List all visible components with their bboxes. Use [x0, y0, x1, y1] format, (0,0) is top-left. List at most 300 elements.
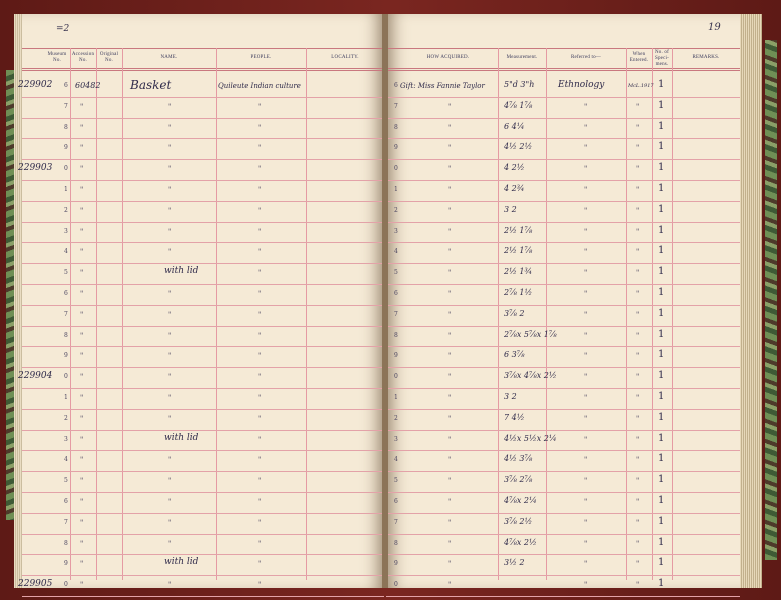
ditto-people: "	[258, 186, 262, 194]
measurement-entry: 4 2½	[504, 163, 525, 173]
ditto-people: "	[258, 435, 262, 444]
row-suffix: 1	[64, 394, 68, 401]
specimen-count: 1	[658, 79, 665, 90]
specimen-count: 1	[658, 432, 665, 444]
row-suffix: 0	[64, 373, 68, 381]
header-museum-no: Museum No.	[47, 52, 67, 63]
row-suffix: 7	[394, 518, 398, 526]
ditto-referred-to: "	[584, 248, 588, 257]
ditto-accession: "	[80, 456, 84, 465]
when-entered-entry: McL.1917	[628, 83, 654, 89]
ditto-name: "	[168, 102, 172, 111]
col-rule	[96, 48, 97, 580]
specimen-count: 1	[658, 578, 665, 590]
measurement-entry: 3⅞x 4⅞x 2½	[504, 371, 557, 381]
ditto-how-acquired: "	[448, 290, 452, 298]
row-suffix: 6	[64, 498, 68, 505]
specimen-count: 1	[658, 245, 665, 257]
measurement-entry: 2½ 1¾	[504, 267, 533, 277]
row-rule	[22, 346, 384, 347]
row-suffix: 9	[394, 560, 398, 568]
row-suffix: 6	[64, 290, 68, 297]
row-rule	[386, 284, 740, 285]
ditto-name: "	[168, 248, 172, 257]
specimen-count: 1	[658, 495, 665, 506]
right-page	[386, 14, 740, 588]
ditto-when-entered: "	[636, 102, 640, 111]
specimen-count: 1	[658, 411, 665, 423]
ditto-accession: "	[80, 331, 84, 340]
col-rule	[122, 48, 123, 580]
row-suffix: 3	[64, 227, 68, 235]
ditto-referred-to: "	[584, 186, 588, 194]
ditto-name: "	[168, 186, 172, 194]
row-suffix: 5	[64, 269, 68, 277]
ditto-when-entered: "	[636, 290, 640, 298]
row-rule	[22, 450, 384, 451]
ditto-accession: "	[80, 206, 84, 215]
museum-number: 229902	[18, 80, 53, 90]
museum-number: 229905	[18, 579, 53, 590]
ditto-name: "	[168, 581, 172, 590]
ditto-accession: "	[80, 498, 84, 506]
ditto-referred-to: "	[584, 414, 588, 423]
col-rule	[652, 48, 653, 580]
specimen-count: 1	[658, 307, 665, 319]
row-rule	[386, 409, 740, 410]
measurement-entry: 4½ 3⅞	[504, 454, 533, 464]
ditto-accession: "	[80, 518, 84, 527]
specimen-count: 1	[658, 391, 665, 402]
row-suffix: 7	[394, 102, 398, 110]
ditto-when-entered: "	[636, 186, 640, 194]
ditto-how-acquired: "	[448, 414, 452, 423]
measurement-entry: 2⅞ 1½	[504, 288, 533, 297]
row-rule	[22, 513, 384, 514]
ditto-accession: "	[80, 394, 84, 402]
row-suffix: 6	[394, 498, 398, 505]
col-rule	[672, 48, 673, 580]
specimen-count: 1	[658, 557, 665, 569]
ditto-name: "	[168, 310, 172, 319]
ditto-when-entered: "	[636, 123, 640, 132]
ditto-people: "	[258, 477, 262, 486]
object-name-variant: with lid	[164, 432, 199, 443]
header-rule-double	[386, 70, 740, 71]
ditto-how-acquired: "	[448, 435, 452, 444]
ditto-accession: "	[80, 352, 84, 361]
ditto-when-entered: "	[636, 581, 640, 590]
row-suffix: 1	[394, 186, 398, 193]
ditto-referred-to: "	[584, 206, 588, 215]
ditto-people: "	[258, 227, 262, 236]
ditto-how-acquired: "	[448, 310, 452, 319]
header-rule-bottom	[386, 68, 740, 69]
row-rule	[386, 242, 740, 243]
row-rule	[22, 201, 384, 202]
specimen-count: 1	[658, 536, 665, 548]
ditto-referred-to: "	[584, 477, 588, 486]
ditto-accession: "	[80, 435, 84, 444]
ditto-how-acquired: "	[448, 498, 452, 506]
row-suffix: 6	[394, 290, 398, 297]
row-suffix: 9	[64, 560, 68, 568]
row-rule	[386, 118, 740, 119]
ditto-referred-to: "	[584, 269, 588, 278]
row-rule	[386, 159, 740, 160]
row-rule	[22, 554, 384, 555]
ditto-how-acquired: "	[448, 269, 452, 278]
ditto-people: "	[258, 498, 262, 506]
page-number: 19	[708, 22, 721, 33]
header-remarks: REMARKS.	[692, 55, 720, 60]
row-suffix: 4	[64, 456, 68, 464]
ditto-accession: "	[80, 290, 84, 298]
specimen-count: 1	[658, 453, 665, 465]
ditto-name: "	[168, 165, 172, 174]
row-rule	[386, 326, 740, 327]
ditto-people: "	[258, 144, 262, 153]
ditto-how-acquired: "	[448, 373, 452, 382]
ditto-how-acquired: "	[448, 518, 452, 527]
ditto-accession: "	[80, 165, 84, 174]
ditto-how-acquired: "	[448, 248, 452, 257]
specimen-count: 1	[658, 141, 665, 153]
ditto-people: "	[258, 414, 262, 423]
ditto-accession: "	[80, 560, 84, 569]
ditto-name: "	[168, 123, 172, 132]
ditto-accession: "	[80, 248, 84, 257]
header-rule-top	[386, 48, 740, 49]
ditto-accession: "	[80, 477, 84, 486]
ditto-accession: "	[80, 310, 84, 319]
ditto-people: "	[258, 539, 262, 548]
ditto-people: "	[258, 394, 262, 402]
ditto-accession: "	[80, 144, 84, 153]
row-rule	[386, 554, 740, 555]
ditto-when-entered: "	[636, 414, 640, 423]
ditto-how-acquired: "	[448, 144, 452, 153]
header-people: PEOPLE.	[250, 55, 272, 60]
ditto-referred-to: "	[584, 518, 588, 527]
museum-number: 229903	[18, 163, 53, 174]
row-rule	[22, 284, 384, 285]
measurement-entry: 7 4½	[504, 412, 525, 422]
specimen-count: 1	[658, 99, 665, 111]
specimen-count: 1	[658, 162, 665, 174]
ditto-how-acquired: "	[448, 123, 452, 132]
row-rule	[386, 575, 740, 576]
measurement-entry: 3⅞ 2	[504, 308, 525, 318]
header-when-entered: When Entered.	[629, 52, 649, 63]
ditto-name: "	[168, 352, 172, 361]
row-rule	[22, 118, 384, 119]
row-rule	[22, 326, 384, 327]
header-name: NAME.	[160, 55, 178, 60]
ditto-name: "	[168, 456, 172, 465]
header-accession-no: Accession No.	[71, 52, 95, 63]
museum-number: 229904	[18, 371, 53, 382]
row-suffix: 5	[394, 477, 398, 485]
measurement-entry: 6 4¼	[504, 121, 525, 131]
ditto-accession: "	[80, 227, 84, 236]
ditto-how-acquired: "	[448, 581, 452, 590]
ditto-accession: "	[80, 123, 84, 132]
how-acquired-entry: Gift: Miss Fannie Taylor	[400, 82, 485, 90]
row-rule	[386, 138, 740, 139]
ditto-referred-to: "	[584, 456, 588, 465]
ditto-when-entered: "	[636, 394, 640, 402]
measurement-entry: 4 2¾	[504, 184, 525, 193]
ditto-accession: "	[80, 581, 84, 590]
row-rule	[386, 201, 740, 202]
specimen-count: 1	[658, 183, 665, 194]
ditto-when-entered: "	[636, 331, 640, 340]
row-suffix: 9	[394, 352, 398, 360]
ditto-referred-to: "	[584, 227, 588, 236]
measurement-entry: 4⅞x 2¼	[504, 496, 537, 505]
row-suffix: 4	[394, 456, 398, 464]
ditto-people: "	[258, 248, 262, 257]
ditto-people: "	[258, 269, 262, 278]
ditto-when-entered: "	[636, 518, 640, 527]
people-entry: Quileute Indian culture	[218, 82, 301, 90]
ditto-referred-to: "	[584, 435, 588, 444]
row-rule	[22, 409, 384, 410]
row-suffix: 8	[394, 539, 398, 547]
ditto-people: "	[258, 518, 262, 527]
accession-number: 60482	[75, 81, 101, 90]
ditto-name: "	[168, 518, 172, 527]
ditto-referred-to: "	[584, 144, 588, 153]
ditto-referred-to: "	[584, 539, 588, 548]
row-suffix: 5	[64, 477, 68, 485]
row-suffix: 6	[64, 82, 68, 89]
referred-to-entry: Ethnology	[558, 80, 605, 90]
col-rule	[546, 48, 547, 580]
ditto-people: "	[258, 102, 262, 111]
row-suffix: 0	[394, 165, 398, 173]
ditto-when-entered: "	[636, 227, 640, 236]
row-rule	[386, 513, 740, 514]
measurement-entry: 3⅞ 2½	[504, 516, 533, 526]
ditto-how-acquired: "	[448, 456, 452, 465]
row-rule	[386, 471, 740, 472]
specimen-count: 1	[658, 328, 665, 340]
measurement-entry: 3 2	[504, 204, 517, 214]
row-rule	[22, 492, 384, 493]
specimen-count: 1	[658, 120, 665, 132]
row-rule	[386, 596, 740, 597]
row-rule	[22, 263, 384, 264]
header-rule-top	[22, 48, 384, 49]
book-gutter	[382, 14, 388, 588]
row-suffix: 8	[64, 331, 68, 339]
ditto-how-acquired: "	[448, 394, 452, 402]
row-rule	[386, 492, 740, 493]
header-referred-to: Referred to—	[570, 55, 602, 60]
row-rule	[22, 305, 384, 306]
ditto-referred-to: "	[584, 165, 588, 174]
ditto-name: "	[168, 414, 172, 423]
ditto-name: "	[168, 227, 172, 236]
ditto-when-entered: "	[636, 206, 640, 215]
ditto-how-acquired: "	[448, 206, 452, 215]
ditto-when-entered: "	[636, 539, 640, 548]
ditto-people: "	[258, 290, 262, 298]
header-how-acquired: HOW ACQUIRED.	[426, 55, 470, 60]
ditto-when-entered: "	[636, 498, 640, 506]
row-rule	[386, 305, 740, 306]
row-rule	[22, 242, 384, 243]
specimen-count: 1	[658, 287, 665, 298]
ditto-referred-to: "	[584, 331, 588, 340]
ditto-name: "	[168, 477, 172, 486]
row-rule	[22, 596, 384, 597]
ditto-name: "	[168, 144, 172, 153]
row-suffix: 2	[394, 414, 398, 422]
ditto-people: "	[258, 373, 262, 382]
row-suffix: 5	[394, 269, 398, 277]
row-rule	[386, 263, 740, 264]
ditto-people: "	[258, 331, 262, 340]
row-suffix: 3	[64, 435, 68, 443]
row-suffix: 9	[64, 352, 68, 360]
specimen-count: 1	[658, 474, 665, 486]
col-rule	[306, 48, 307, 580]
row-suffix: 8	[394, 331, 398, 339]
row-rule	[22, 534, 384, 535]
ditto-accession: "	[80, 102, 84, 111]
row-suffix: 2	[64, 206, 68, 214]
ditto-people: "	[258, 206, 262, 215]
ditto-name: "	[168, 373, 172, 382]
ditto-referred-to: "	[584, 310, 588, 319]
row-suffix: 3	[394, 435, 398, 443]
measurement-entry: 4½x 5½x 2¼	[504, 433, 557, 443]
measurement-entry: 3½ 2	[504, 558, 525, 568]
row-suffix: 8	[64, 539, 68, 547]
row-suffix: 0	[394, 581, 398, 589]
header-locality: LOCALITY.	[331, 55, 359, 60]
ditto-referred-to: "	[584, 373, 588, 382]
ditto-people: "	[258, 165, 262, 174]
measurement-entry: 2½ 1⅞	[504, 246, 533, 256]
row-rule	[386, 367, 740, 368]
row-suffix: 7	[64, 518, 68, 526]
row-suffix: 0	[64, 581, 68, 589]
ditto-when-entered: "	[636, 373, 640, 382]
row-suffix: 8	[394, 123, 398, 131]
corner-mark: =2	[56, 24, 70, 34]
object-name-variant: with lid	[164, 557, 199, 568]
ditto-accession: "	[80, 414, 84, 423]
row-suffix: 8	[64, 123, 68, 131]
ditto-how-acquired: "	[448, 560, 452, 569]
row-rule	[22, 430, 384, 431]
page-edges-right	[738, 14, 762, 588]
ditto-when-entered: "	[636, 456, 640, 465]
col-rule	[626, 48, 627, 580]
row-rule	[22, 159, 384, 160]
ditto-how-acquired: "	[448, 539, 452, 548]
row-rule	[22, 138, 384, 139]
row-rule	[386, 534, 740, 535]
row-suffix: 9	[394, 144, 398, 152]
col-rule	[498, 48, 499, 580]
row-suffix: 4	[64, 248, 68, 256]
row-rule	[22, 222, 384, 223]
row-suffix: 0	[64, 165, 68, 173]
row-suffix: 3	[394, 227, 398, 235]
specimen-count: 1	[658, 515, 665, 527]
marbled-endpaper-right	[765, 40, 777, 560]
row-rule	[386, 97, 740, 98]
ditto-referred-to: "	[584, 498, 588, 506]
ditto-people: "	[258, 352, 262, 361]
ditto-referred-to: "	[584, 102, 588, 111]
ditto-name: "	[168, 498, 172, 506]
measurement-entry: 3⅞ 2⅞	[504, 475, 533, 485]
row-suffix: 7	[64, 310, 68, 318]
ditto-referred-to: "	[584, 290, 588, 298]
ditto-how-acquired: "	[448, 331, 452, 340]
specimen-count: 1	[658, 370, 665, 382]
ditto-referred-to: "	[584, 352, 588, 361]
ditto-name: "	[168, 290, 172, 298]
ditto-when-entered: "	[636, 144, 640, 153]
measurement-entry: 3 2	[504, 392, 517, 401]
ditto-how-acquired: "	[448, 186, 452, 194]
measurement-entry: 2⅞x 5⅞x 1⅞	[504, 329, 557, 339]
specimen-count: 1	[658, 224, 665, 236]
ditto-accession: "	[80, 539, 84, 548]
row-suffix: 2	[394, 206, 398, 214]
ditto-referred-to: "	[584, 394, 588, 402]
measurement-entry: 4½ 2½	[504, 142, 533, 152]
row-rule	[386, 346, 740, 347]
measurement-entry: 4⅞x 2½	[504, 537, 537, 547]
ditto-accession: "	[80, 186, 84, 194]
header-no-of-specimens: No. of Speci-mens.	[655, 50, 669, 67]
row-rule	[22, 180, 384, 181]
ditto-referred-to: "	[584, 581, 588, 590]
row-rule	[22, 367, 384, 368]
ditto-people: "	[258, 456, 262, 465]
row-rule	[386, 450, 740, 451]
ditto-when-entered: "	[636, 310, 640, 319]
measurement-entry: 2½ 1⅞	[504, 225, 533, 235]
header-original-no: Original No.	[99, 52, 119, 63]
ditto-name: "	[168, 394, 172, 402]
row-rule	[22, 97, 384, 98]
ditto-name: "	[168, 206, 172, 215]
ditto-people: "	[258, 310, 262, 319]
ditto-when-entered: "	[636, 560, 640, 569]
ditto-how-acquired: "	[448, 102, 452, 111]
measurement-entry: 5"d 3"h	[504, 80, 535, 89]
ditto-when-entered: "	[636, 477, 640, 486]
header-rule-double	[22, 70, 384, 71]
object-name: Basket	[130, 78, 172, 92]
header-measurement: Measurement.	[506, 55, 538, 60]
ditto-people: "	[258, 560, 262, 569]
measurement-entry: 4⅞ 1⅞	[504, 100, 533, 110]
row-suffix: 6	[394, 82, 398, 89]
ditto-referred-to: "	[584, 123, 588, 132]
row-suffix: 7	[64, 102, 68, 110]
ditto-referred-to: "	[584, 560, 588, 569]
